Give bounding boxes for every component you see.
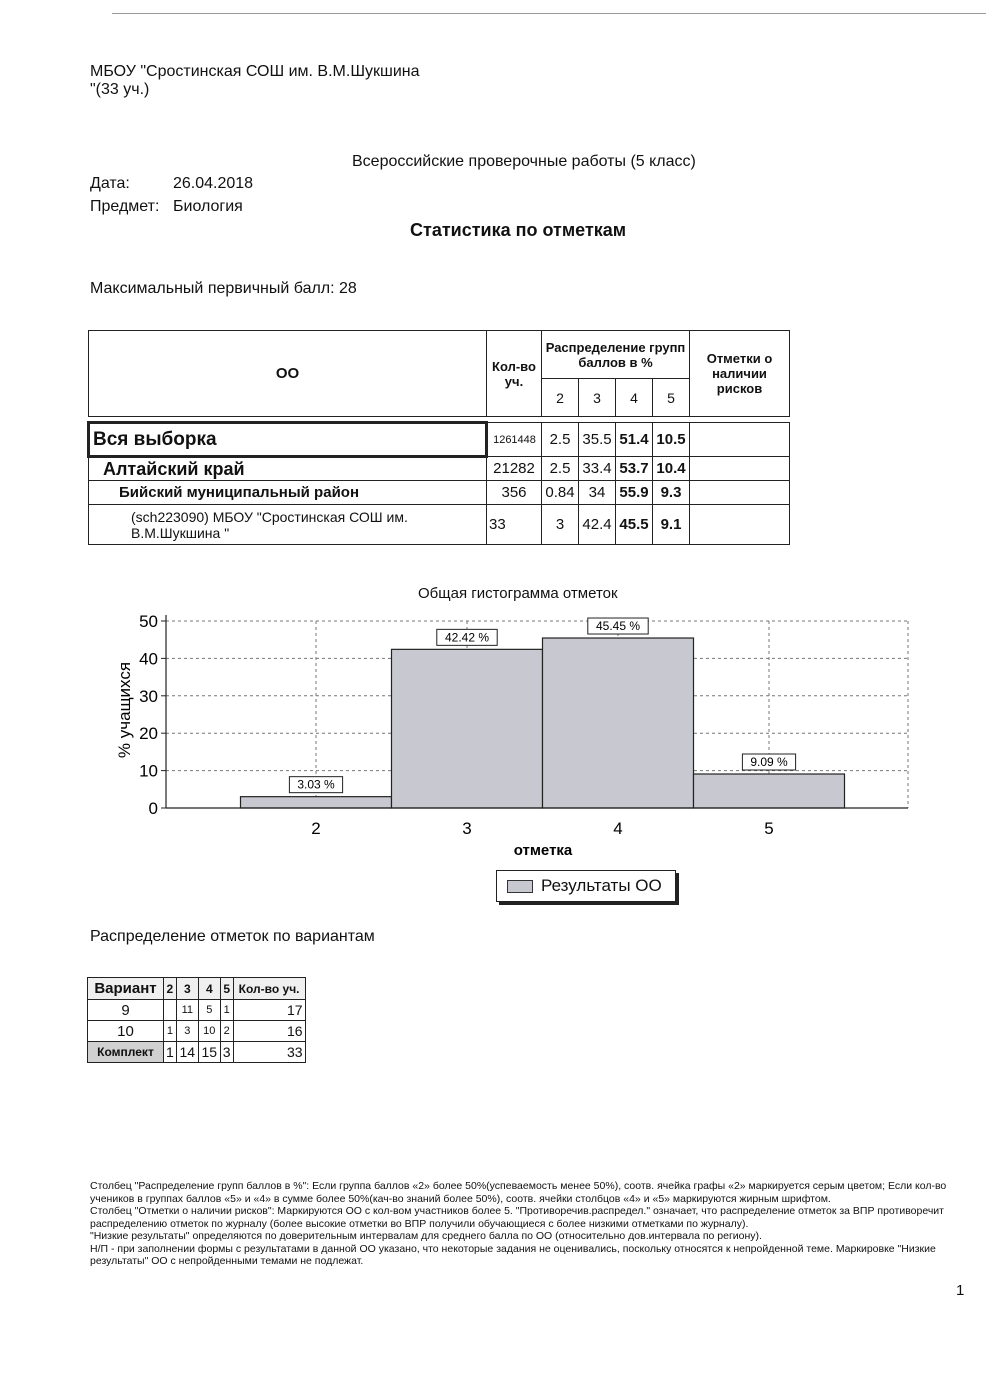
row-g4: 45.5 [616,505,653,545]
variant-g5: 2 [220,1021,233,1042]
row-g3: 42.4 [579,505,616,545]
subject-row [90,198,243,216]
row-risks [690,457,790,481]
subject-value: Биология [173,198,243,215]
row-g5: 9.1 [653,505,690,545]
variants-title: Распределение отметок по вариантам [90,928,375,945]
row-risks [690,481,790,505]
page-title: Статистика по отметкам [410,220,627,240]
footnote: "Низкие результаты" определяются по доверительным интервалам для среднего балла по ОО (относительно дов.интервала по региону). [90,1230,762,1242]
footnotes [90,1180,970,1268]
variant-count: 17 [233,1000,305,1021]
header-distribution: Распределение групп баллов в % [542,331,690,379]
row-count: 33 [487,505,542,545]
footnote: Столбец "Отметки о наличии рисков": Маркируются ОО с кол-вом участников более 5. "Противоречив.распредел." означает, что распределение отметок за ВПР противоречит распределению отметок по журналу (более высокие отметки во ВПР получили обучающиеся с более низкими отметками по журналу). [90,1205,944,1230]
variant-count: 16 [233,1021,305,1042]
row-name: Вся выборка [89,423,487,457]
y-axis-label: % учащихся [115,661,134,759]
row-name: Алтайский край [89,457,487,481]
header-count: Кол-во уч. [487,331,542,417]
row-count: 21282 [487,457,542,481]
x-tick-label: 3 [462,819,472,838]
y-tick-label: 40 [139,649,158,669]
date-label: Дата: [90,175,130,192]
row-name: Бийский муниципальный район [89,481,487,505]
row-g5: 10.5 [653,423,690,457]
chart-x-ticks [311,819,773,838]
table-row [89,481,790,505]
data-label: 9.09 % [750,755,788,770]
row-g2: 2.5 [542,423,579,457]
row-g2: 3 [542,505,579,545]
bar [241,797,392,808]
bar [694,774,845,808]
top-rule [112,13,986,14]
row-risks [690,505,790,545]
footnote: Столбец "Распределение групп баллов в %": Если группа баллов «2» более 50%(успеваемость менее 50%), соотв. ячейка графы «2» маркируется серым цветом; Если кол-во учеников в группах баллов «5» и «4» в сумме более 50%(кач-во знаний более 50%), соотв. ячейки столбцов «4» и «5» маркируются жирным шрифтом. [90,1180,947,1205]
variant-g3: 11 [176,1000,198,1021]
chart-y-ticks [139,612,166,818]
header-grade-3: 3 [579,379,616,417]
legend-label: Результаты ОО [541,876,662,895]
bar [543,638,694,808]
row-g3: 35.5 [579,423,616,457]
school-name: МБОУ "Сростинская СОШ им. В.М.Шукшина "(33 уч.) [90,63,420,98]
row-g4: 55.9 [616,481,653,505]
variant-g4: 5 [198,1000,220,1021]
page-number: 1 [956,1282,965,1299]
x-tick-label: 5 [764,819,774,838]
header-risks: Отметки о наличии рисков [690,331,790,417]
y-tick-label: 10 [139,761,158,781]
table-row [89,505,790,545]
row-g5: 10.4 [653,457,690,481]
y-tick-label: 20 [139,724,158,744]
row-g3: 33.4 [579,457,616,481]
bar [392,649,543,808]
row-risks [690,423,790,457]
variants-table [87,977,306,1063]
row-g5: 9.3 [653,481,690,505]
total-count: 33 [233,1042,305,1063]
variants-header-g3: 3 [176,978,198,1000]
variant-number: 9 [88,1000,164,1021]
data-label: 3.03 % [297,777,335,792]
header-grade-4: 4 [616,379,653,417]
y-tick-label: 30 [139,686,158,706]
variants-header-variant: Вариант [88,978,164,1000]
row-g2: 2.5 [542,457,579,481]
footnote: Н/П - при заполнении формы с результатами в данной ОО указано, что некоторые задания не оценивались, поскольку относятся к непройденной теме. Маркировке "Низкие результаты" ОО с непройденными темами не подлежат. [90,1242,936,1267]
row-g4: 51.4 [616,423,653,457]
row-name: (sch223090) МБОУ "Сростинская СОШ им. В.М.Шукшина " [89,505,487,545]
variants-header-count: Кол-во уч. [233,978,305,1000]
variant-row [88,1021,306,1042]
y-tick-label: 0 [148,799,158,818]
total-g2: 1 [164,1042,177,1063]
data-label: 42.42 % [444,630,490,645]
variants-header-g4: 4 [198,978,220,1000]
header-grade-5: 5 [653,379,690,417]
row-g3: 34 [579,481,616,505]
table-row [89,423,790,457]
variants-header-g5: 5 [220,978,233,1000]
variant-row [88,1000,306,1021]
variant-g5: 1 [220,1000,233,1021]
variant-g4: 10 [198,1021,220,1042]
total-g5: 3 [220,1042,233,1063]
histogram-chart [100,605,940,860]
header-oo: ОО [89,331,487,417]
row-g4: 53.7 [616,457,653,481]
variant-total-row [88,1042,306,1063]
stats-table [87,330,790,545]
variant-g2 [164,1000,177,1021]
x-axis-label: отметка [513,842,573,859]
total-label: Комплект [88,1042,164,1063]
total-g4: 15 [198,1042,220,1063]
header-grade-2: 2 [542,379,579,417]
x-tick-label: 2 [311,819,321,838]
chart-legend [496,870,676,902]
max-score: Максимальный первичный балл: 28 [90,280,357,297]
row-count: 1261448 [487,423,542,457]
variant-g2: 1 [164,1021,177,1042]
variant-number: 10 [88,1021,164,1042]
date-value: 26.04.2018 [173,175,254,192]
total-g3: 14 [176,1042,198,1063]
chart-title: Общая гистограмма отметок [418,585,618,602]
x-tick-label: 4 [613,819,623,838]
y-tick-label: 50 [139,612,158,631]
table-row [89,457,790,481]
data-label: 45.45 % [595,619,641,634]
date-row [90,175,254,193]
report-subtitle: Всероссийские проверочные работы (5 класс) [352,153,696,170]
legend-swatch [507,880,533,893]
subject-label: Предмет: [90,198,160,215]
variants-header-g2: 2 [164,978,177,1000]
row-count: 356 [487,481,542,505]
row-g2: 0.84 [542,481,579,505]
variant-g3: 3 [176,1021,198,1042]
